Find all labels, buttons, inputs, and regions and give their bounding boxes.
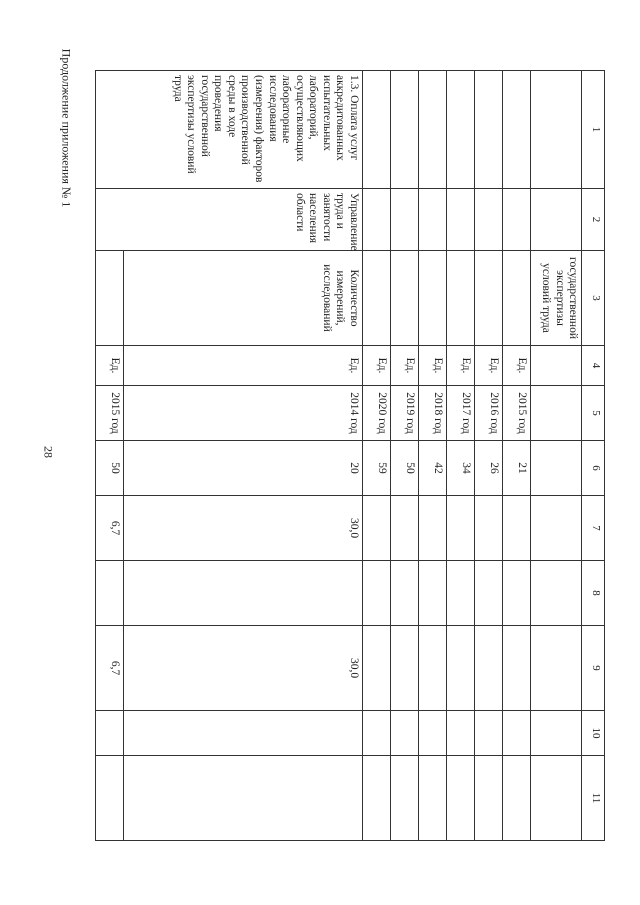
table-row: Ед. 2016 год 26 [474,71,502,841]
header-row [582,71,605,841]
col-header: 10 [582,711,605,756]
item-executor: Управление труда и занятости населения области [96,189,363,251]
col-header: 7 [582,496,605,561]
col-header: 4 [582,346,605,386]
data-table [95,70,605,841]
table-row: Ед. 2020 год 59 [362,71,390,841]
col-header: 6 [582,441,605,496]
table-row: 1.3. Оплата услуг аккредитованных испытательных лабораторий, осуществляющих лабораторные исследования (измерения) факторов производственной среды в ходе проведения государственной экспертизы условий труда Управление труда и занятости населения области Количество измерений, исследований Ед. 2014 год 20 30,0 30,0 [124,71,363,841]
item-indicator: Количество измерений, исследований [124,251,363,346]
table-row: Ед. 2015 год 21 [502,71,530,841]
table-container [95,70,605,840]
continuation-label: Продолжение приложения № 1 [59,48,74,208]
col-header: 11 [582,756,605,841]
col-header: 5 [582,386,605,441]
col-header: 9 [582,626,605,711]
col-header: 8 [582,561,605,626]
col-header: 2 [582,189,605,251]
table-row: Ед. 2019 год 50 [390,71,418,841]
page-number: 28 [41,446,56,458]
item-name: 1.3. Оплата услуг аккредитованных испытательных лабораторий, осуществляющих лабораторные исследования (измерения) факторов производственной среды в ходе проведения государственной экспертизы условий труда [96,71,363,189]
col-header: 3 [582,251,605,346]
table-row [530,71,582,841]
table-row: Ед. 2018 год 42 [418,71,446,841]
table-row: Ед. 2017 год 34 [446,71,474,841]
carry-over-text: государственной экспертизы условий труда [530,251,582,346]
col-header: 1 [582,71,605,189]
table-row: Ед. 2015 год 50 6,7 6,7 [96,71,124,841]
